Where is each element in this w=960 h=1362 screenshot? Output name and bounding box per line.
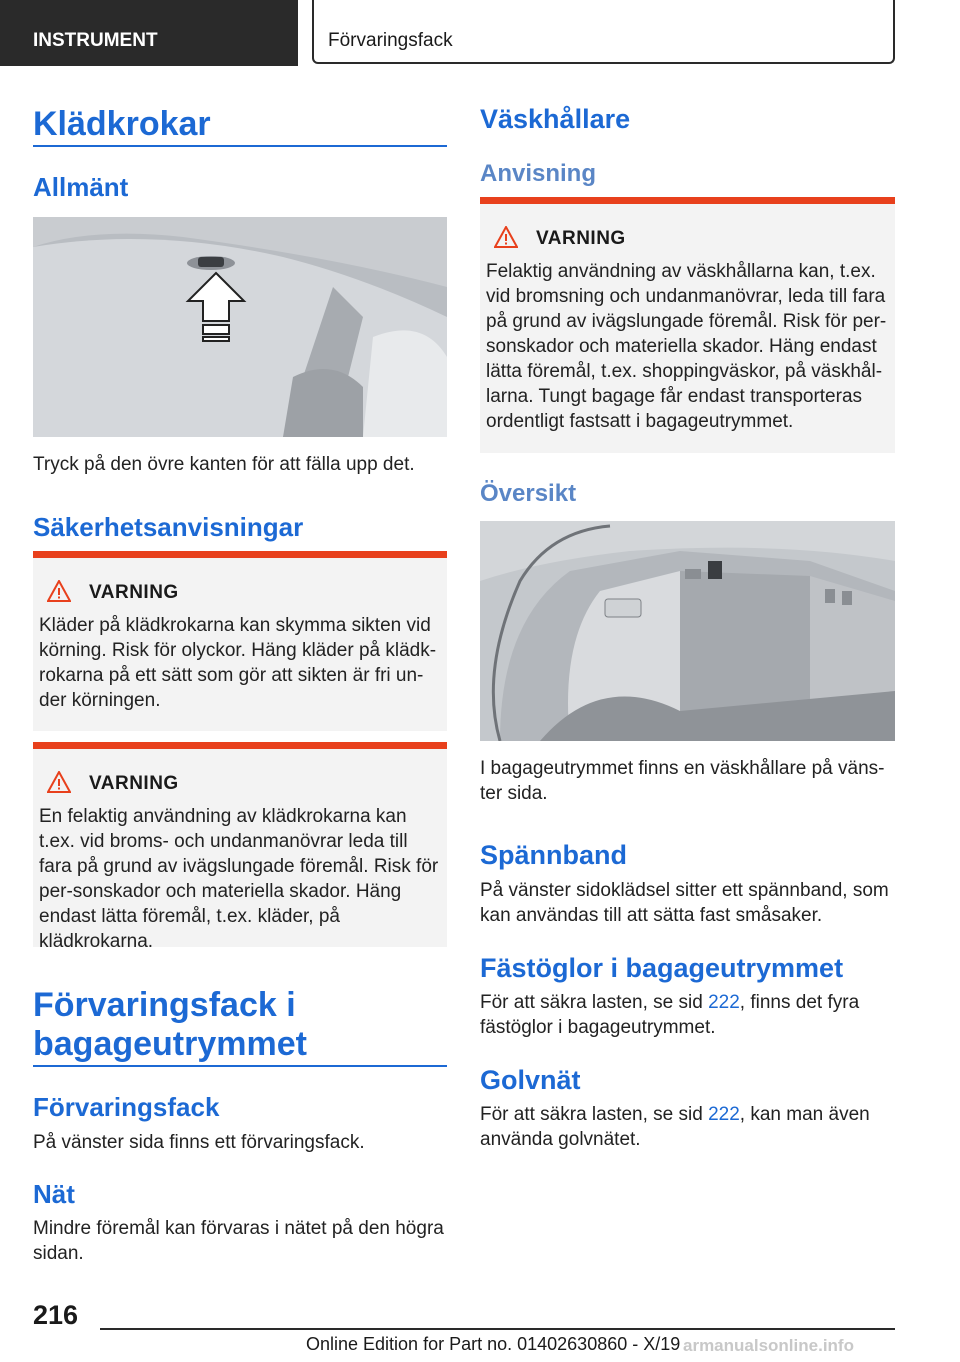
heading-vaskhallare: Väskhållare	[480, 104, 631, 134]
text-segment: , finns det fyra fästöglor i bagageutrymmet.	[480, 992, 860, 1038]
paragraph-oversikt: I bagageutrymmet finns en väskhållare på väns-ter sida.	[480, 758, 885, 804]
heading-kladkrokar: Klädkrokar	[33, 105, 211, 143]
warning-text: En felaktig användning av klädkrokarna kan t.ex. vid broms- och undanmanövrar leda till fara på grund av ivägslungade föremål. Risk för per-sonskador och materiella skador. Häng endast lätta föremål, t.ex. kläder, på klädkrokarna.	[39, 806, 439, 952]
paragraph-golvnat	[480, 1102, 895, 1152]
paragraph-tryck: Tryck på den övre kanten för att fälla upp det.	[33, 454, 415, 475]
footer-rule	[100, 1328, 895, 1330]
heading-spannband: Spännband	[480, 840, 627, 870]
warning-box-1	[33, 551, 447, 731]
watermark-site: armanualsonline.info	[683, 1336, 854, 1355]
warning-box-3	[480, 197, 895, 453]
chapter-title-tab: Förvaringsfack	[312, 0, 895, 64]
paragraph-forvaringsfack: På vänster sida finns ett förvaringsfack.	[33, 1132, 365, 1153]
coat-hook-image	[33, 217, 447, 437]
heading-sakerhetsanvisningar: Säkerhetsanvisningar	[33, 512, 304, 542]
heading-forvaringsfack-line2: bagageutrymmet	[33, 1025, 307, 1063]
heading-nat: Nät	[33, 1179, 75, 1209]
warning-label: VARNING	[89, 582, 179, 603]
text-segment: För att säkra lasten, se sid	[480, 992, 709, 1013]
heading-anvisning: Anvisning	[480, 160, 597, 187]
text-segment: För att säkra lasten, se sid	[480, 1104, 709, 1125]
edition-text: Online Edition for Part no. 01402630860 - X/19	[306, 1334, 681, 1354]
warning-triangle-icon	[47, 771, 71, 793]
heading-forvaringsfack: Förvaringsfack	[33, 1092, 220, 1122]
paragraph-fastoglor	[480, 990, 895, 1040]
paragraph-spannband: På vänster sidoklädsel sitter ett spännband, som kan användas till att sätta fast småsaker.	[480, 880, 889, 926]
warning-triangle-icon	[47, 580, 71, 602]
heading-golvnat: Golvnät	[480, 1065, 581, 1095]
heading-rule	[33, 145, 447, 147]
warning-text: Kläder på klädkrokarna kan skymma sikten vid körning. Risk för olyckor. Häng kläder på klädk-rokarna på ett sätt som gör att sikten är fri un-der körningen.	[39, 615, 437, 711]
heading-forvaringsfack-line1: Förvaringsfack i	[33, 986, 296, 1024]
page-number: 216	[33, 1300, 79, 1330]
warning-triangle-icon	[494, 226, 518, 248]
trunk-image	[480, 521, 895, 741]
warning-text: Felaktig användning av väskhållarna kan, t.ex. vid bromsning och undanmanövrar, leda till fara på grund av ivägslungade föremål. Risk för per-sonskador och materiella skador. Häng endast lätta föremål, t.ex. shoppingväskor, på väskhål-larna. Tungt bagage får endast transporteras ordentligt fastsatt i bagageutrymmet.	[486, 261, 887, 432]
warning-label: VARNING	[89, 773, 179, 794]
text-segment: , kan man även använda golvnätet.	[480, 1104, 870, 1150]
paragraph-nat: Mindre föremål kan förvaras i nätet på den högra sidan.	[33, 1218, 444, 1264]
heading-fastoglor: Fästöglor i bagageutrymmet	[480, 953, 844, 983]
warning-box-2	[33, 742, 447, 952]
page-link-222[interactable]: 222	[708, 1104, 740, 1125]
section-tab: INSTRUMENT	[0, 0, 298, 66]
heading-rule	[33, 1065, 447, 1067]
heading-allmant: Allmänt	[33, 172, 129, 202]
page-link-222[interactable]: 222	[708, 992, 740, 1013]
heading-oversikt: Översikt	[480, 480, 577, 507]
warning-label: VARNING	[536, 228, 626, 249]
page-header	[0, 0, 960, 66]
